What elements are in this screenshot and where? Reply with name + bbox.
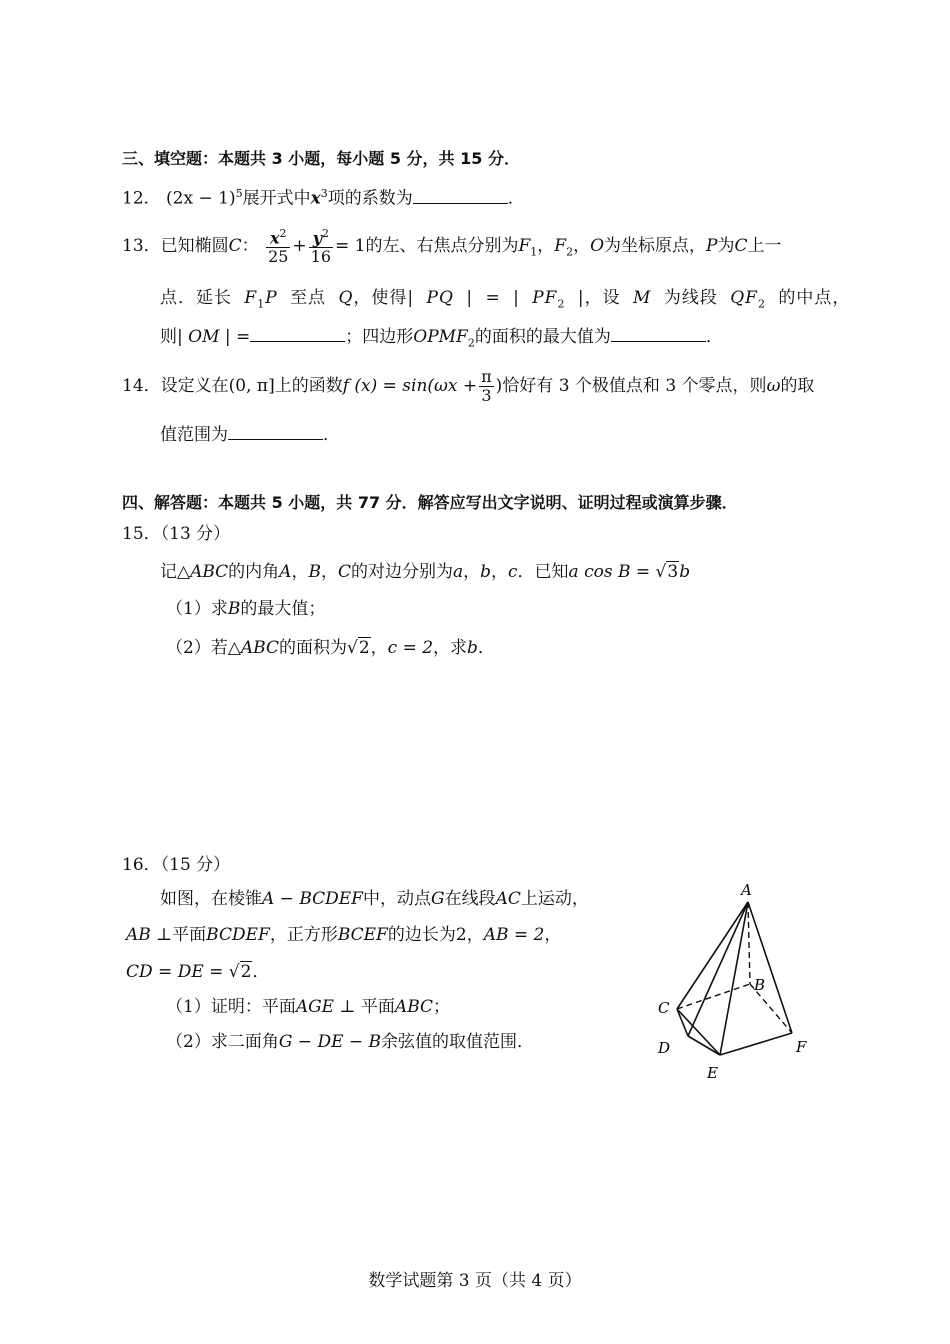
pyramid-figure <box>640 872 830 1087</box>
segment-ac: AC <box>495 889 521 909</box>
answer-blank[interactable] <box>228 438 323 440</box>
angle-b: B <box>227 599 241 619</box>
point-p: P <box>706 236 718 256</box>
q15-stem-d: ， <box>320 562 338 582</box>
q13-line3-text-c: 的面积的最大值为 <box>474 327 611 347</box>
vertex-label-d: D <box>658 1039 671 1057</box>
q15-stem-e: 的对边分别为 <box>350 562 453 582</box>
angle-c: C <box>337 562 351 582</box>
side-c: c <box>508 562 518 582</box>
question-number: 13． <box>122 236 161 256</box>
question-16-header: 16．（15 分） <box>122 855 231 875</box>
q15-stem-b: 的内角 <box>228 562 280 582</box>
page-footer: 数学试题第 3 页（共 4 页） <box>368 1271 582 1291</box>
fraction-y2-16: $\frac{y^2}{16}$ <box>310 226 332 266</box>
edge-ef <box>720 1033 792 1055</box>
length-pq-pf2: | PQ | = | PF <box>407 288 558 308</box>
q16-line2-c: 的边长为 <box>387 925 456 945</box>
vertex-label-a: A <box>741 881 752 899</box>
q16-part2-a: （2）求二面角 <box>166 1032 279 1052</box>
q16-part1-b: 平面 <box>360 997 395 1017</box>
vertex-label-f: F <box>796 1038 807 1056</box>
q16-line1-b: 中，动点 <box>362 889 431 909</box>
question-13-line-2 <box>160 286 850 316</box>
frac-den-25: 25 <box>268 246 289 266</box>
point-m: M <box>633 288 652 308</box>
side-a: a <box>452 562 464 582</box>
length-om: | OM | = <box>177 327 251 347</box>
term-variable: x <box>310 188 321 209</box>
q13-text-2: 的左、右焦点分别为 <box>365 236 519 256</box>
vertex-label-c: C <box>658 999 670 1017</box>
answer-blank[interactable] <box>413 202 508 204</box>
answer-blank-area[interactable] <box>611 340 706 342</box>
term-exponent: 3 <box>320 187 328 200</box>
q14-text-1: 设定义在 <box>160 376 229 396</box>
binomial-expression: (2x − 1) <box>166 188 236 209</box>
curve-name: C <box>228 236 242 256</box>
focus-f2: F <box>554 236 567 256</box>
section-3-heading: 三、填空题：本题共 3 小题，每小题 5 分，共 15 分． <box>122 149 520 168</box>
q13-eq: = 1 <box>335 236 366 256</box>
edge-ac <box>677 902 748 1009</box>
q12-text-2: 项的系数为 <box>327 188 413 209</box>
q16-line2-e: ， <box>544 925 562 945</box>
q13-line2-text-c: ，使得 <box>353 288 408 308</box>
q15-stem-f: ， <box>463 562 481 582</box>
vertex-label-b: B <box>754 976 766 994</box>
question-13-line-3 <box>160 325 723 355</box>
question-16-part-2 <box>166 1030 534 1054</box>
pf2-sub: 2 <box>557 297 566 311</box>
edge-ce <box>677 1009 720 1055</box>
f1-sub: 1 <box>257 297 266 311</box>
function-expression: f (x) = sin(ωx + <box>342 376 478 396</box>
question-15-stem <box>160 560 690 584</box>
frac-den-3: 3 <box>481 386 492 405</box>
q16-part2-b: 余弦值的取值范围． <box>381 1032 535 1052</box>
question-12 <box>122 182 525 211</box>
dihedral-angle: G − DE − B <box>278 1032 382 1052</box>
q13-text-4: 为坐标原点， <box>604 236 707 256</box>
question-15-part-1 <box>166 597 325 621</box>
question-16-line-1 <box>160 887 589 911</box>
sqrt-radicand: 3 <box>667 562 679 582</box>
vertex-label-e: E <box>707 1064 718 1082</box>
sqrt-2: √2 <box>346 638 370 658</box>
cd-de-equation: CD = DE = <box>126 962 224 982</box>
perp-symbol: ⊥ <box>339 997 356 1017</box>
triangle-abc: ABC <box>190 562 229 582</box>
q14-text-3: 恰好有 3 个极值点和 3 个零点，则 <box>502 376 767 396</box>
question-15-part-2 <box>166 636 495 660</box>
sqrt-radicand: 2 <box>358 638 370 658</box>
question-13-line-1: 13．已知椭圆C： $\frac{x^2}{25}$ + $\frac{y^2}{16}$ = 1的左、右焦点分别为$F_1$，$F_2$，O为坐标原点，P为C上一 <box>122 226 782 266</box>
edge-cb-hidden <box>677 984 750 1009</box>
opmf2-sub: 2 <box>467 336 475 350</box>
question-number: 14． <box>122 376 161 396</box>
question-15-header: 15．（13 分） <box>122 524 231 544</box>
point-q: Q <box>338 288 354 308</box>
frac-num-x: x <box>269 228 280 248</box>
ab-equals-2: AB = 2 <box>483 925 545 945</box>
q13-line3-text-b: ；四边形 <box>345 327 414 347</box>
q14-text-2: 上的函数 <box>274 376 343 396</box>
question-number: 12． <box>122 188 161 209</box>
q16-line1-c: 在线段 <box>444 889 496 909</box>
sqrt-2: √2 <box>228 962 252 982</box>
q13-line2-text-d: |，设 <box>565 288 621 308</box>
q13-colon: ： <box>241 236 259 256</box>
focus-f1: F <box>518 236 531 256</box>
q16-line2-d: ， <box>466 925 484 945</box>
edge-ab-hidden <box>748 902 750 984</box>
q15-stem-h: ．已知 <box>517 562 569 582</box>
question-16-line-3 <box>126 960 269 984</box>
q14-line2-text: 值范围为 <box>160 425 228 445</box>
q13-line3-text-a: 则 <box>160 327 177 347</box>
frac-num-pi: π <box>481 367 492 387</box>
equation-lhs: a cos B = <box>568 562 651 582</box>
q12-text-1: 展开式中 <box>242 188 311 209</box>
question-16-part-1 <box>166 995 450 1019</box>
q16-line1-d: 上运动， <box>520 889 589 909</box>
answer-blank-om[interactable] <box>250 340 345 342</box>
q16-part1-end: ； <box>433 997 451 1017</box>
q15-part1-b: 的最大值； <box>240 599 326 619</box>
q15-end: ． <box>477 638 495 658</box>
q13-line2-text-e: 为线段 <box>663 288 718 308</box>
q13-line2-text-b: 至点 <box>290 288 327 308</box>
side-b: b <box>467 638 478 658</box>
angle-a: A <box>279 562 292 582</box>
frac-den-16: 16 <box>310 246 332 266</box>
close-paren: ) <box>495 376 503 396</box>
q14-end: ． <box>323 425 340 445</box>
q13-text-6: 上一 <box>747 236 782 256</box>
q16-part1-a: （1）证明：平面 <box>166 997 296 1017</box>
q13-end: ． <box>705 327 723 347</box>
q15-part2-d: ，求 <box>433 638 468 658</box>
curve-c: C <box>734 236 748 256</box>
fraction-x2-25: $\frac{x^2}{25}$ <box>268 226 289 266</box>
q15-stem-g: ， <box>491 562 508 582</box>
q15-part2-a: （2）若△ <box>166 638 241 658</box>
binomial-exponent: 5 <box>235 187 243 200</box>
edge-cd <box>677 1009 688 1036</box>
c-equals-2: c = 2 <box>387 638 434 658</box>
interval: (0, π] <box>228 376 275 396</box>
q15-part2-b: 的面积为 <box>278 638 347 658</box>
question-16-line-2 <box>126 923 561 947</box>
edge-ae <box>720 902 748 1055</box>
question-14-line-2 <box>160 423 340 447</box>
q13-line2-text-f: 的中点， <box>778 288 851 308</box>
plane-bcdef: BCDEF <box>206 925 270 945</box>
q13-text-3: ， <box>573 236 591 256</box>
angle-b: B <box>308 562 321 582</box>
q13-line2-text-a: 点．延长 <box>160 288 232 308</box>
q16-line3-end: ． <box>252 962 270 982</box>
q14-text-4: 的取 <box>780 376 815 396</box>
edge-ad <box>688 902 748 1036</box>
triangle-abc: ABC <box>240 638 279 658</box>
frac-num-y: y <box>312 228 322 248</box>
point-f1: F <box>244 288 258 308</box>
q16-line2-b: ，正方形 <box>269 925 338 945</box>
q15-part2-c: ， <box>370 638 388 658</box>
side-b: b <box>480 562 491 582</box>
point-p: P <box>265 288 278 308</box>
edge-af <box>748 902 792 1033</box>
q12-end: ． <box>507 188 525 209</box>
q15-stem-c: ， <box>291 562 309 582</box>
quadrilateral-opmf2: OPMF <box>413 327 468 347</box>
plane-age: AGE <box>295 997 335 1017</box>
f2-sub: 2 <box>566 245 574 259</box>
ab-perp: AB ⊥ <box>126 925 173 945</box>
origin-o: O <box>590 236 605 256</box>
f1-sub: 1 <box>530 245 538 259</box>
sqrt-radicand: 2 <box>240 962 252 982</box>
point-g: G <box>430 889 445 909</box>
pyramid-name: A − BCDEF <box>262 889 363 909</box>
q13-comma: ， <box>537 236 555 256</box>
segment-qf2: QF <box>730 288 758 308</box>
side-length: 2 <box>455 925 467 945</box>
fraction-pi-3 <box>479 368 494 404</box>
q13-text-5: 为 <box>717 236 735 256</box>
q15-stem-a: 记△ <box>160 562 191 582</box>
sqrt-3: √3 <box>655 562 679 582</box>
qf2-sub: 2 <box>757 297 766 311</box>
q16-line2-a: 平面 <box>172 925 207 945</box>
square-bcef: BCEF <box>337 925 388 945</box>
section-4-heading: 四、解答题：本题共 5 小题，共 77 分．解答应写出文字说明、证明过程或演算步骤． <box>122 493 738 512</box>
q15-part1-a: （1）求 <box>166 599 228 619</box>
omega-symbol: ω <box>766 376 781 396</box>
q13-text-1: 已知椭圆 <box>160 236 229 256</box>
q16-line1-a: 如图，在棱锥 <box>160 889 262 909</box>
equation-b: b <box>679 562 691 582</box>
plane-abc: ABC <box>394 997 434 1017</box>
question-14-line-1 <box>122 366 814 406</box>
